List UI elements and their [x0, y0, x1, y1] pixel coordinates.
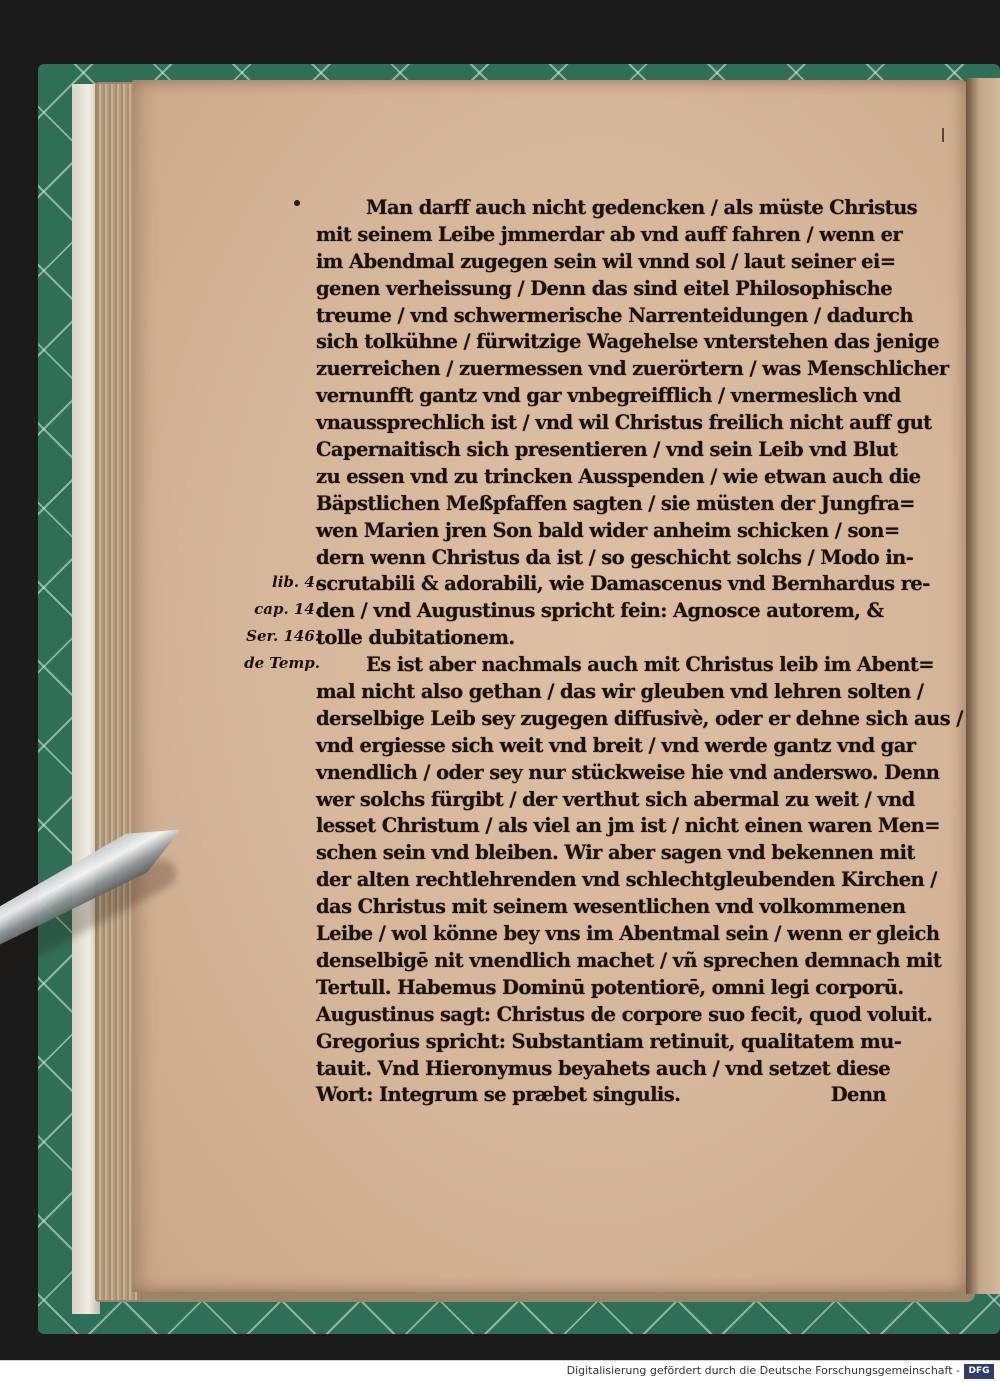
dfg-logo: DFG [964, 1364, 994, 1379]
text-line: Es ist aber nachmals auch mit Christus leib im Abent= [366, 653, 935, 677]
text-line: vernunfft gantz vnd gar vnbegreifflich / vnermeslich vnd [316, 384, 901, 408]
next-page-edge [966, 78, 1000, 1294]
text-line: schen sein vnd bleiben. Wir aber sagen vnd bekennen mit [316, 841, 915, 865]
text-line: genen verheissung / Denn das sind eitel Philosophische [316, 276, 893, 300]
margin-notes [232, 569, 320, 677]
text-line: wer solchs fürgibt / der verthut sich abermal zu weit / vnd [316, 787, 915, 811]
last-text-line [316, 1082, 886, 1109]
text-line: Augustinus sagt: Christus de corpore suo fecit, quod voluit. [316, 1002, 933, 1026]
text-line: scrutabili & adorabili, wie Damascenus vnd Bernhardus re- [316, 572, 930, 596]
text-line: Capernaitisch sich presentieren / vnd sein Leib vnd Blut [316, 438, 898, 462]
main-text-block [316, 195, 963, 1109]
text-line: zu essen vnd zu trincken Ausspenden / wie etwan auch die [316, 464, 921, 488]
text-line: derselbige Leib sey zugegen diffusivè, oder er dehne sich aus / [316, 706, 963, 730]
text-line: sich tolkühne / fürwitzige Wagehelse vnterstehen das jenige [316, 330, 940, 354]
text-line: treume / vnd schwermerische Narrenteidungen / dadurch [316, 303, 913, 327]
text-line: Tertull. Habemus Dominū potentiorē, omni legi corporū. [316, 975, 904, 999]
text-line: dern wenn Christus da ist / so geschicht solchs / Modo in- [316, 545, 914, 569]
text-line: der alten rechtlehrenden vnd schlechtgleubenden Kirchen / [316, 868, 937, 892]
text-line: zuerreichen / zuermessen vnd zuerörtern / was Menschlicher [316, 357, 949, 381]
text-line: denselbigē nit vnendlich machet / vñ sprechen demnach mit [316, 948, 942, 972]
margin-note: cap. 14. [254, 599, 320, 618]
footer-bar [0, 1360, 1000, 1382]
text-line: im Abendmal zugegen sein wil vnnd sol / laut seiner ei= [316, 249, 896, 273]
text-line: Bäpstlichen Meßpfaffen sagten / sie müsten der Jungfra= [316, 491, 915, 515]
text-line: vnd ergiesse sich weit vnd breit / vnd werde gantz vnd gar [316, 733, 916, 757]
text-line: tolle dubitationem. [316, 626, 515, 650]
text-line: mit seinem Leibe jmmerdar ab vnd auff fahren / wenn er [316, 222, 903, 246]
text-line: wen Marien jren Son bald wider anheim schicken / son= [316, 518, 900, 542]
text-line: Wort: Integrum se præbet singulis. [316, 1083, 681, 1107]
page-edges [97, 84, 137, 1300]
text-line: Leibe / wol könne bey vns im Abentmal sein / wenn er gleich [316, 922, 940, 946]
margin-note: de Temp. [244, 653, 320, 672]
text-line: mal nicht also gethan / das wir gleuben vnd lehren solten / [316, 680, 924, 704]
ink-speck [294, 200, 300, 206]
text-line: den / vnd Augustinus spricht fein: Agnosce autorem, & [316, 599, 884, 623]
text-line: vnendlich / oder sey nur stückweise hie vnd anderswo. Denn [316, 760, 940, 784]
text-line: das Christus mit seinem wesentlichen vnd volkommenen [316, 895, 906, 919]
text-line: vnaussprechlich ist / vnd wil Christus freilich nicht auff gut [316, 411, 932, 435]
footer-credit: Digitalisierung gefördert durch die Deutsche Forschungsgemeinschaft - [566, 1364, 960, 1377]
margin-note: lib. 4. [272, 573, 320, 591]
text-line: Man darff auch nicht gedencken / als müste Christus [366, 196, 918, 219]
margin-note: Ser. 146. [246, 626, 320, 645]
page-mark [942, 128, 944, 142]
text-line: Gregorius spricht: Substantiam retinuit, qualitatem mu- [316, 1029, 902, 1053]
text-line: lesset Christum / als viel an jm ist / nicht einen waren Men= [316, 814, 940, 838]
catchword: Denn [830, 1083, 886, 1107]
text-line: tauit. Vnd Hieronymus beyahets auch / vnd setzet diese [316, 1056, 891, 1080]
